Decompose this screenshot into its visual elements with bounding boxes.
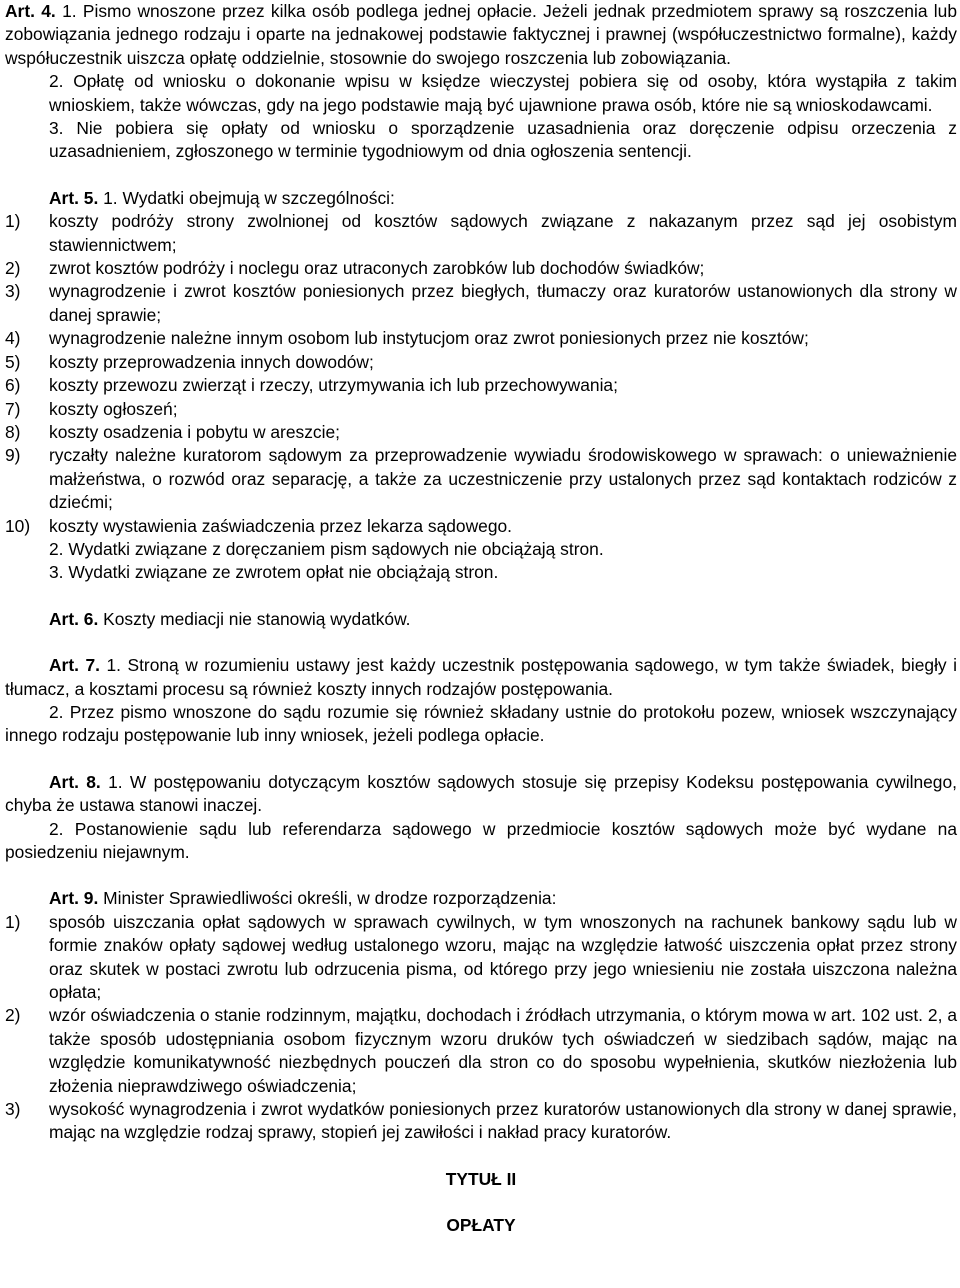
art5-label: Art. 5. (49, 187, 99, 208)
art8-para2: 2. Postanowienie sądu lub referendarza sądowego w przedmiocie kosztów sądowych może być wydane na posiedzeniu niejawnym. (5, 818, 957, 862)
art9-intro-text: Minister Sprawiedliwości określi, w drodze rozporządzenia: (98, 888, 557, 909)
art5-item-text: koszty przewozu zwierząt i rzeczy, utrzymywania ich lub przechowywania; (49, 375, 618, 396)
art4-para1 (5, 0, 957, 70)
art5-intro (5, 187, 957, 210)
art7-para2: 2. Przez pismo wnoszone do sądu rozumie się również składany ustnie do protokołu pozew, wniosek wszczynający innego rodzaju postępowanie lub inny wniosek, jeżeli podlega opłacie. (5, 701, 957, 746)
art6-para (5, 608, 957, 631)
art5-item-number: 9) (5, 445, 21, 466)
art5-para2: 2. Wydatki związane z doręczaniem pism sądowych nie obciążają stron. (49, 538, 604, 559)
art5-intro-text: 1. Wydatki obejmują w szczególności: (98, 187, 395, 208)
art5-para3: 3. Wydatki związane ze zwrotem opłat nie obciążają stron. (49, 562, 499, 583)
art5-item-text: koszty wystawienia zaświadczenia przez lekarza sądowego. (49, 515, 513, 536)
art5-list-item (5, 421, 957, 444)
art9-item-text: wzór oświadczenia o stanie rodzinnym, majątku, dochodach i źródłach utrzymania, o którym mowa w art. 102 ust. 2, a także sposób udostępniania osobom fizycznym wzoru druków tych oświadczeń w siedzibach sądów, mając na względzie komunikatywność niezbędnych pouczeń dla stron co do sposobu wypełnienia, skutków niezłożenia lub złożenia nieprawdziwego oświadczenia; (49, 1005, 957, 1096)
art5-list-item (5, 210, 957, 257)
art5-item-number: 2) (5, 258, 21, 279)
art7-para1-text: 1. Stroną w rozumieniu ustawy jest każdy uczestnik postępowania sądowego, w tym także świadek, biegły i tłumacz, a kosztami procesu są również koszty innych rodzajów postępowania. (5, 655, 957, 699)
section-subtitle: OPŁATY (446, 1215, 516, 1236)
art4-para2: 2. Opłatę od wniosku o dokonanie wpisu w księdze wieczystej pobiera się od osoby, która wystąpiła z takim wnioskiem, także wówczas, gdy na jego podstawie mają być ujawnione prawa osób, które nie są wnioskodawcami. (49, 71, 957, 115)
art9-item-text: sposób uiszczania opłat sądowych w sprawach cywilnych, w tym wnoszonych na rachunek bankowy sądu lub w formie znaków opłaty sądowej według ustalonego wzoru, mając na względzie łatwość uiszczenia opłat przez strony oraz skutek w postaci zwrotu lub odrzucenia pisma, od którego przy jego wniesieniu nie została uiszczona należna opłata; (49, 911, 957, 1003)
art8-para1 (5, 771, 957, 818)
art5-item-number: 8) (5, 421, 21, 442)
art5-item-number: 7) (5, 398, 21, 419)
art5-item-text: ryczałty należne kuratorom sądowym za przeprowadzenie wywiadu środowiskowego w sprawach: o unieważnienie małżeństwa, o rozwód oraz separację, a także za uczestniczenie przy ustalonych przez sąd kontaktach rodziców z dziećmi; (49, 445, 957, 513)
art7-label: Art. 7. (49, 655, 100, 676)
art7-para1 (5, 654, 957, 701)
art5-item-text: wynagrodzenie i zwrot kosztów poniesionych przez biegłych, tłumaczy oraz kuratorów ustanowionych dla strony w danej sprawie; (49, 281, 957, 325)
art9-item-text: wysokość wynagrodzenia i zwrot wydatków poniesionych przez kuratorów ustanowionych dla strony w danej sprawie, mając na względzie rodzaj sprawy, stopień jej zawiłości i nakład pracy kuratorów. (49, 1099, 957, 1143)
art9-item-number: 3) (5, 1099, 21, 1120)
art5-item-number: 5) (5, 351, 21, 372)
art4-para3: 3. Nie pobiera się opłaty od wniosku o sporządzenie uzasadnienia oraz doręczenie odpisu orzeczenia z uzasadnieniem, zgłoszonego w terminie tygodniowym od dnia ogłoszenia sentencji. (49, 118, 957, 162)
art9-item-number: 2) (5, 1005, 21, 1026)
document-page (5, 0, 957, 1238)
art5-item-text: wynagrodzenie należne innym osobom lub instytucjom oraz zwrot poniesionych przez nie kosztów; (49, 328, 809, 349)
art5-item-text: koszty osadzenia i pobytu w areszcie; (49, 421, 340, 442)
art8-label: Art. 8. (49, 771, 101, 792)
art5-item-number: 4) (5, 328, 21, 349)
art5-item-number: 3) (5, 281, 21, 302)
art9-list-item (5, 911, 957, 1005)
art6-text: Koszty mediacji nie stanowią wydatków. (98, 608, 411, 629)
art5-item-text: koszty przeprowadzenia innych dowodów; (49, 351, 374, 372)
art5-list-item (5, 444, 957, 514)
art9-label: Art. 9. (49, 888, 99, 909)
art8-para1-text: 1. W postępowaniu dotyczącym kosztów sądowych stosuje się przepisy Kodeksu postępowania cywilnego, chyba że ustawa stanowi inaczej. (5, 771, 957, 816)
art5-list-item (5, 327, 957, 350)
art4-para1-text: 1. Pismo wnoszone przez kilka osób podlega jednej opłacie. Jeżeli jednak przedmiotem sprawy są roszczenia lub zobowiązania jednego rodzaju i oparte na jednakowej podstawie faktycznej i prawnej (współuczestnictwo formalne), każdy współuczestnik uiszcza opłatę oddzielnie, stosownie do swojego roszczenia lub zobowiązania. (5, 1, 957, 68)
art5-list-item (5, 374, 957, 397)
art5-item-text: koszty podróży strony zwolnionej od kosztów sądowych związane z nakazanym przez sąd jej osobistym stawiennictwem; (49, 211, 957, 255)
art9-list-item (5, 1098, 957, 1145)
art5-item-number: 1) (5, 211, 21, 232)
art9-list-item (5, 1004, 957, 1098)
art4-label: Art. 4. (5, 1, 56, 21)
art5-list-item (5, 515, 957, 538)
art5-list-item (5, 257, 957, 280)
art5-item-text: zwrot kosztów podróży i noclegu oraz utraconych zarobków lub dochodów świadków; (49, 258, 705, 279)
art9-intro (5, 887, 957, 910)
art5-list-item (5, 398, 957, 421)
art5-item-number: 6) (5, 375, 21, 396)
art5-item-number: 10) (5, 515, 31, 536)
art9-item-list (5, 911, 957, 1145)
section-title: TYTUŁ II (445, 1168, 517, 1189)
art5-list-item (5, 351, 957, 374)
art5-list-item (5, 280, 957, 327)
art6-label: Art. 6. (49, 608, 99, 629)
art5-item-text: koszty ogłoszeń; (49, 398, 178, 419)
art9-item-number: 1) (5, 911, 21, 932)
art5-item-list (5, 210, 957, 538)
